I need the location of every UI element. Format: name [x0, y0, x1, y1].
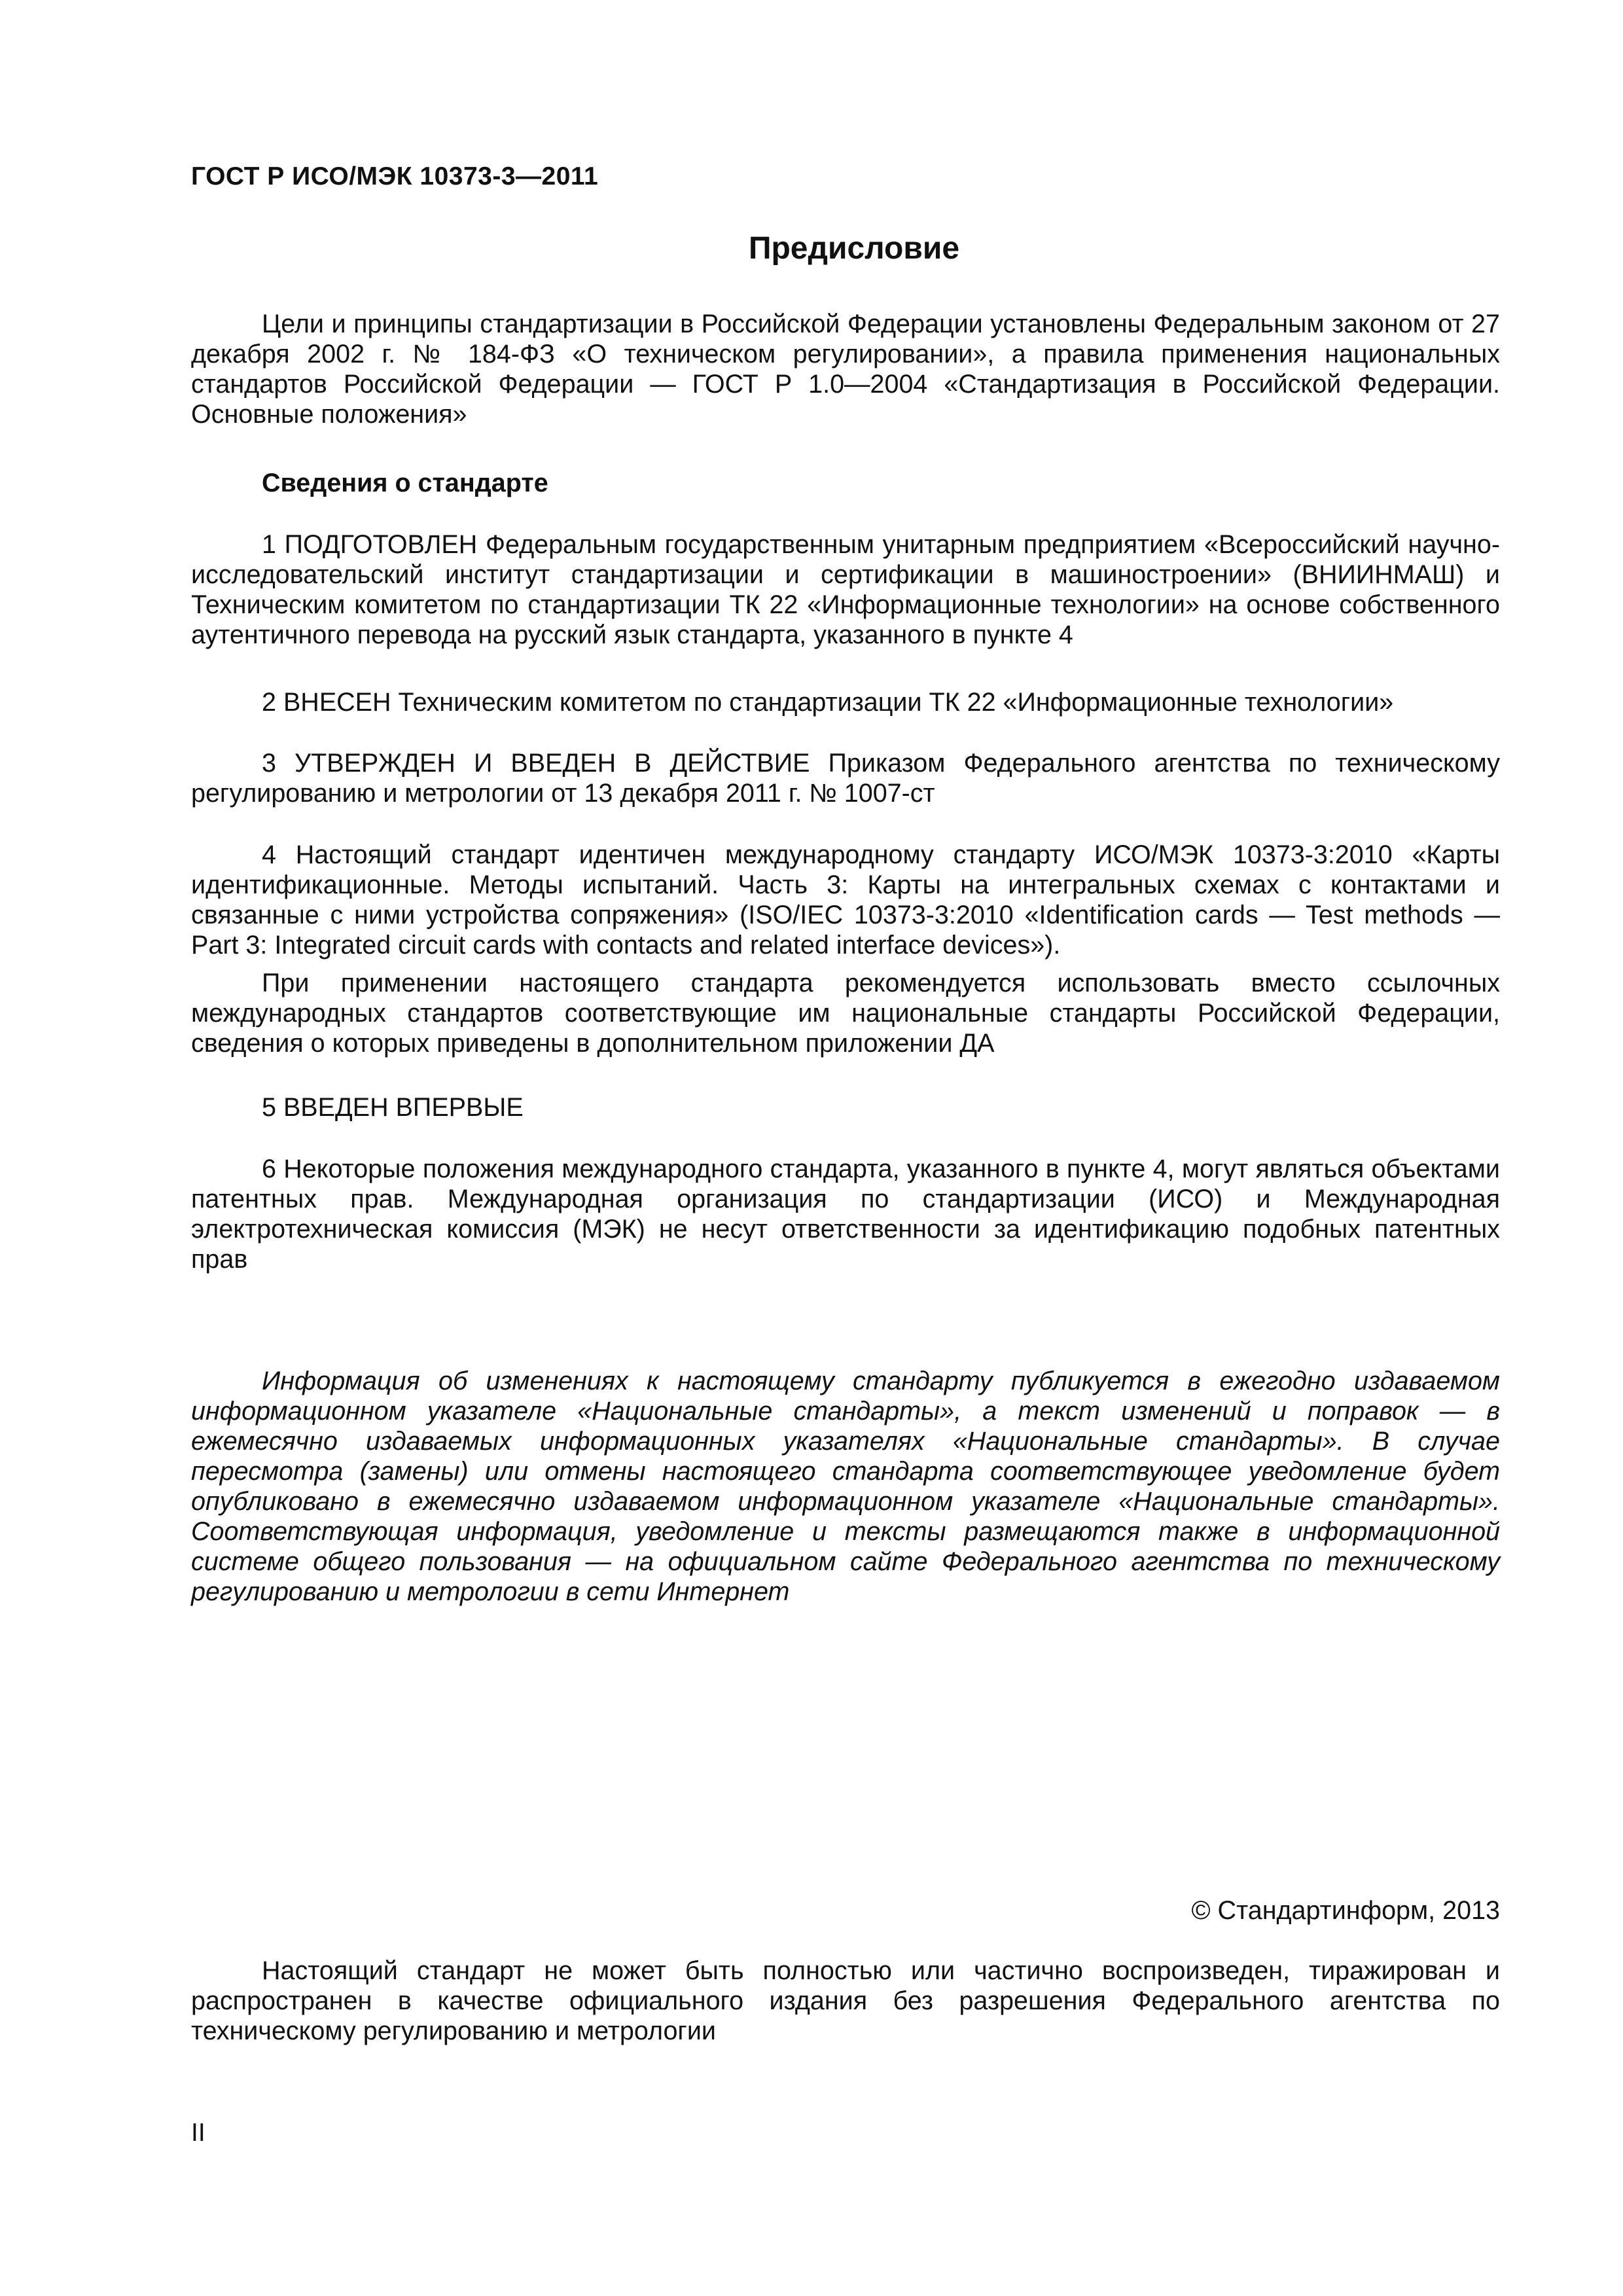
intro-paragraph: Цели и принципы стандартизации в Российской Федерации установлены Федеральным законом от 27 декабря 2002 г. № 184-ФЗ «О техническом регулировании», а правила применения национальных стандартов Российской Федерации — ГОСТ Р 1.0—2004 «Стандартизация в Российской Федерации. Основные положения» [191, 310, 1500, 429]
item-1-paragraph: 1 ПОДГОТОВЛЕН Федеральным государственным унитарным предприятием «Всероссийский научно-исследовательский институт стандартизации и сертификации в машиностроении» (ВНИИНМАШ) и Техническим комитетом по стандартизации ТК 22 «Информационные технологии» на основе собственного аутентичного перевода на русский язык стандарта, указанного в пункте 4 [191, 530, 1500, 649]
item-3-paragraph: 3 УТВЕРЖДЕН И ВВЕДЕН В ДЕЙСТВИЕ Приказом Федерального агентства по техническому регулированию и метрологии от 13 декабря 2011 г. № 1007-ст [191, 749, 1500, 808]
reproduction-notice: Настоящий стандарт не может быть полностью или частично воспроизведен, тиражирован и распространен в качестве официального издания без разрешения Федерального агентства по техническому регулированию и метрологии [191, 1956, 1500, 2045]
section-subheading: Сведения о стандарте [262, 469, 548, 497]
item-6-paragraph: 6 Некоторые положения международного стандарта, указанного в пункте 4, могут являться объектами патентных прав. Международная организация по стандартизации (ИСО) и Международная электротехническая комиссия (МЭК) не несут ответственности за идентификацию подобных патентных прав [191, 1155, 1500, 1274]
item-4-continuation: При применении настоящего стандарта рекомендуется использовать вместо ссылочных международных стандартов соответствующие им национальные стандарты Российской Федерации, сведения о которых приведены в дополнительном приложении ДА [191, 969, 1500, 1058]
item-4-paragraph: 4 Настоящий стандарт идентичен международному стандарту ИСО/МЭК 10373-3:2010 «Карты идентификационные. Методы испытаний. Часть 3: Карты на интегральных схемах с контактами и связанные с ними устройства сопряжения» (ISO/IEC 10373-3:2010 «Identification cards — Test methods — Part 3: Integrated circuit cards with contacts and related interface devices»). [191, 840, 1500, 960]
page-number: II [191, 2119, 205, 2147]
page-title: Предисловие [748, 231, 960, 266]
item-2-paragraph: 2 ВНЕСЕН Техническим комитетом по стандартизации ТК 22 «Информационные технологии» [262, 688, 1394, 717]
changes-info-notice: Информация об изменениях к настоящему стандарту публикуется в ежегодно издаваемом информационном указателе «Национальные стандарты», а текст изменений и поправок — в ежемесячно издаваемых информационных указателях «Национальные стандарты». В случае пересмотра (замены) или отмены настоящего стандарта соответствующее уведомление будет опубликовано в ежемесячно издаваемом информационном указателе «Национальные стандарты». Соответствующая информация, уведомление и тексты размещаются также в информационной системе общего пользования — на официальном сайте Федерального агентства по техническому регулированию и метрологии в сети Интернет [191, 1367, 1500, 1606]
copyright-line: © Стандартинформ, 2013 [1191, 1896, 1500, 1925]
document-code: ГОСТ Р ИСО/МЭК 10373-3—2011 [191, 162, 599, 190]
item-5-paragraph: 5 ВВЕДЕН ВПЕРВЫЕ [262, 1093, 524, 1122]
